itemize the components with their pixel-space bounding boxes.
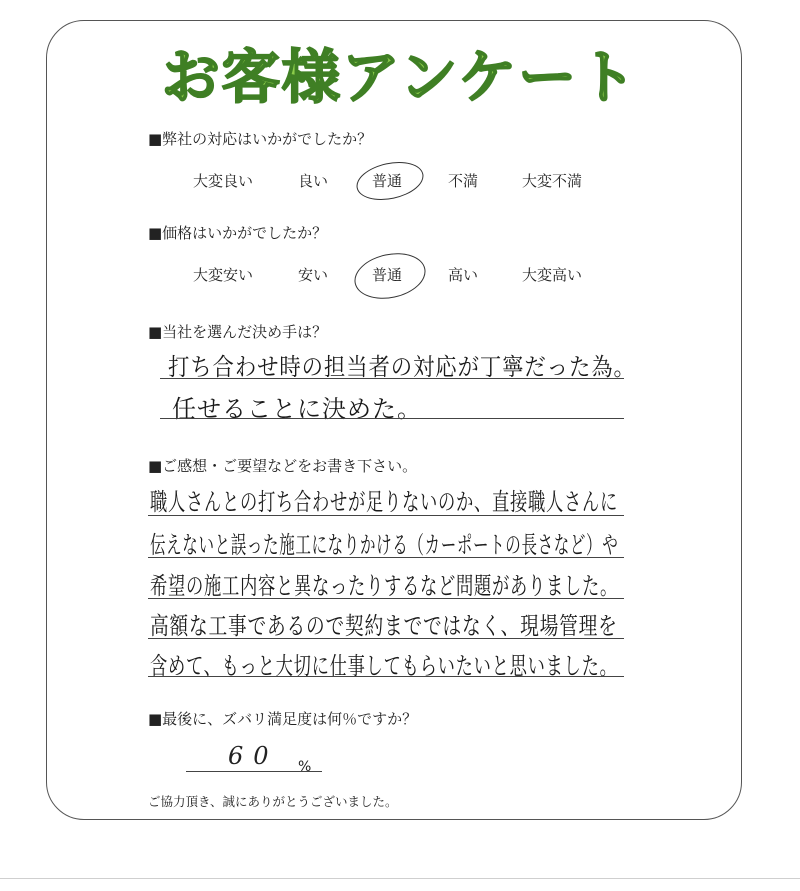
satisfaction-rule: [186, 771, 322, 772]
comment-line-3: 希望の施工内容と異なったりするなど問題がありました。: [150, 572, 618, 600]
question-comments: ■ご感想・ご要望などをお書き下さい。: [148, 457, 418, 475]
question-price: ■価格はいかがでしたか？: [148, 224, 328, 242]
satisfaction-value: 60: [228, 742, 279, 770]
question-satisfaction: ■最後に、ズバリ満足度は何％ですか？: [148, 710, 418, 728]
page-edge-rule: [0, 878, 800, 879]
option-price-3[interactable]: 普通: [372, 266, 403, 284]
comment-line-5: 含めて、もっと大切に仕事してもらいたいと思いました。: [150, 652, 618, 680]
option-price-1[interactable]: 大変安い: [193, 266, 254, 284]
comment-line-4: 高額な工事であるので契約までではなく、現場管理を: [150, 612, 618, 640]
writing-rule: [160, 418, 624, 419]
reason-line-2: 任せることに決めた。: [172, 395, 422, 423]
writing-rule: [148, 638, 624, 639]
option-price-5[interactable]: 大変高い: [522, 266, 583, 284]
option-price-4[interactable]: 高い: [448, 266, 479, 284]
writing-rule: [148, 557, 624, 558]
writing-rule: [148, 598, 624, 599]
thank-you-note: ご協力頂き、誠にありがとうございました。: [148, 794, 398, 809]
option-price-2[interactable]: 安い: [298, 266, 329, 284]
option-service-4[interactable]: 不満: [448, 172, 479, 190]
option-service-2[interactable]: 良い: [298, 172, 329, 190]
reason-line-1: 打ち合わせ時の担当者の対応が丁寧だった為。: [168, 353, 636, 381]
writing-rule: [148, 676, 624, 677]
option-service-3[interactable]: 普通: [372, 172, 403, 190]
option-service-5[interactable]: 大変不満: [522, 172, 583, 190]
comment-line-2: 伝えないと誤った施工になりかける（カーポートの長さなど）や: [150, 531, 619, 559]
comment-line-1: 職人さんとの打ち合わせが足りないのか、直接職人さんに: [150, 488, 618, 516]
satisfaction-unit: %: [298, 759, 312, 775]
writing-rule: [148, 515, 624, 516]
writing-rule: [160, 378, 624, 379]
survey-title: お客様アンケート: [161, 43, 639, 111]
option-service-1[interactable]: 大変良い: [193, 172, 254, 190]
question-service: ■弊社の対応はいかがでしたか？: [148, 130, 373, 148]
question-reason: ■当社を選んだ決め手は？: [148, 323, 328, 341]
